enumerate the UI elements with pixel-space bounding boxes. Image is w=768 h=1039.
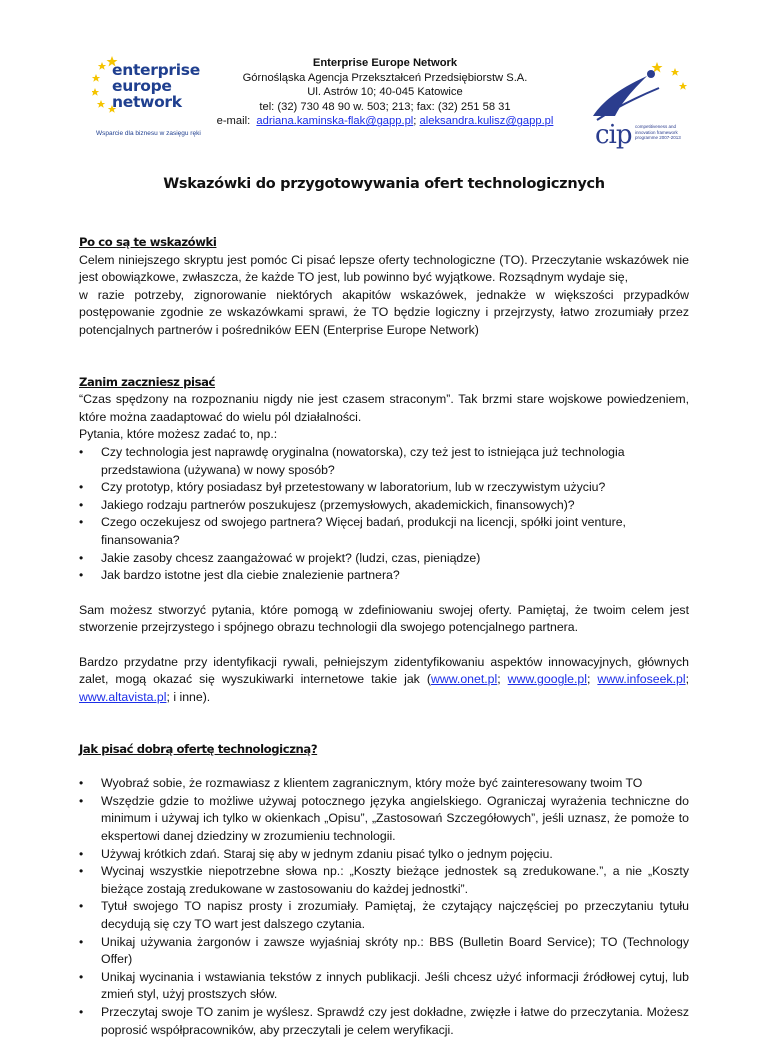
een-logo [92, 54, 202, 144]
search-text: Bardzo przydatne przy identyfikacji rywali, pełniejszym zidentyfikowaniu aspektów innowacyjnych, głównych zalet, mogą okazać się wyszukiwarki internetowe takie jak ( [79, 654, 689, 687]
email-line [215, 114, 555, 129]
section-heading-how-to-write: Jak pisać dobrą ofertę technologiczną? [79, 741, 318, 756]
link-altavista[interactable]: www.altavista.pl [79, 690, 167, 705]
link-google[interactable]: www.google.pl [507, 672, 587, 687]
list-item: • Czy technologia jest naprawdę oryginalna (nowatorska), czy też jest to istniejąca już technologia przedstawiona (używana) w nowy sposób? [101, 444, 689, 479]
section-heading-purpose: Po co są te wskazówki [79, 235, 217, 249]
list-item: • Unikaj używania żargonów i zawsze wyjaśniaj skróty np.: BBS (Bulletin Board Service); TO (Technology Offer) [101, 934, 689, 969]
een-logo-line: enterprise [112, 61, 200, 79]
cip-logo [585, 58, 695, 154]
list-item: • Wycinaj wszystkie niepotrzebne słowa np.: „Koszty bieżące jednostek są zredukowane.”, a nie „Koszty bieżące zostają zredukowane w zastosowaniu do każdej jednostki”. [101, 863, 689, 898]
list-item: • Czego oczekujesz od swojego partnera? Więcej badań, produkcji na licencji, spółki joint venture, finansowania? [101, 514, 689, 549]
document-title: Wskazówki do przygotowywania ofert technologicznych [163, 176, 605, 192]
address: Ul. Astrów 10; 40-045 Katowice [307, 86, 463, 99]
org-name: Enterprise Europe Network [312, 57, 458, 69]
document-body [79, 234, 689, 1039]
een-tagline: Wsparcie dla biznesu w zasięgu ręki [96, 130, 201, 137]
search-tail: ; i inne). [166, 690, 211, 705]
contact-block [215, 56, 555, 129]
org-line2: Górnośląska Agencja Przekształceń Przedsiębiorstw S.A. [242, 71, 528, 84]
list-item: • Unikaj wycinania i wstawiania tekstów z innych publikacji. Jeśli chcesz użyć informacji źródłowej cytuj, lub zmień styl, użyj prostszych słów. [101, 969, 689, 1004]
paragraph: w razie potrzeby, zignorowanie niektórych akapitów wskazówek, jednakże w większości przypadków postępowanie zgodnie ze wskazówkami sprawi, że TO będzie logiczny i przejrzysty, łatwo zrozumiały przez potencjalnych partnerów i pośredników EEN (Enterprise Europe Network) [79, 287, 689, 337]
search-engines-paragraph: Bardzo przydatne przy identyfikacji rywali, pełniejszym zidentyfikowaniu aspektów innowacyjnych, głównych zalet, mogą okazać się wyszukiwarki internetowe takie jak (www.onet.pl; www.google.pl; www.infoseek.pl; www.altavista.pl; i inne). [79, 654, 689, 705]
paragraph: Sam możesz stworzyć pytania, które pomogą w zdefiniowaniu swojej oferty. Pamiętaj, że twoim celem jest stworzenie przejrzystego i spójnego obrazu technologii dla swojego potencjalnego partnera. [79, 602, 689, 635]
section-heading-before-writing: Zanim zaczniesz pisać [79, 374, 216, 389]
list-item: • Wszędzie gdzie to możliwe używaj potocznego języka angielskiego. Ograniczaj wyrażenia techniczne do minimum i używaj ich tylko w okienkach „Opisu”, „Zastosowań Szczegółowych”, jeśli uznasz, że pomoże to ekspertowi danej dziedziny w zrozumieniu technologii. [101, 793, 689, 846]
cip-logo-text: cip [595, 120, 632, 150]
list-item: • Wyobraź sobie, że rozmawiasz z klientem zagranicznym, który może być zainteresowany twoim TO [101, 775, 689, 793]
list-item: • Jakiego rodzaju partnerów poszukujesz (przemysłowych, akademickich, finansowych)? [101, 497, 689, 515]
list-item: • Jakie zasoby chcesz zaangażować w projekt? (ludzi, czas, pieniądze) [101, 550, 689, 568]
email-link-2[interactable]: aleksandra.kulisz@gapp.pl [419, 115, 554, 128]
email-separator: ; [413, 115, 420, 128]
list-item: • Używaj krótkich zdań. Staraj się aby w jednym zdaniu pisać tylko o jednym pojęciu. [101, 846, 689, 864]
een-logo-line: network [112, 93, 182, 111]
question-list [79, 444, 689, 585]
tips-list [79, 775, 689, 1039]
email-prefix: e-mail: [216, 115, 257, 128]
cip-logo-desc: competitiveness and innovation framework programme 2007-2013 [635, 124, 681, 140]
paragraph: Celem niniejszego skryptu jest pomóc Ci pisać lepsze oferty technologiczne (TO). Przeczytanie wskazówek nie jest obowiązkowe, zwłaszcza, że każde TO jest, lub powinno być wyjątkowe. Rozsądnym wydaje się, [79, 252, 689, 285]
paragraph: Pytania, które możesz zadać to, np.: [79, 427, 278, 442]
paragraph: “Czas spędzony na rozpoznaniu nigdy nie jest czasem straconym”. Tak brzmi stare wojskowe powiedzeniem, które można zaadaptować do wielu pól działalności. [79, 392, 689, 424]
list-item: • Przeczytaj swoje TO zanim je wyślesz. Sprawdź czy jest dokładne, zwięzłe i łatwe do przeczytania. Możesz poprosić współpracowników, aby przeczytali je celem weryfikacji. [101, 1004, 689, 1039]
email-link-1[interactable]: adriana.kaminska-flak@gapp.pl [256, 115, 414, 128]
list-item: • Tytuł swojego TO napisz prosty i zrozumiały. Pamiętaj, że czytający najczęściej po przeczytaniu tytułu decydują się czy TO wart jest dalszego czytania. [101, 898, 689, 933]
een-logo-line: europe [112, 77, 172, 95]
list-item: • Czy prototyp, który posiadasz był przetestowany w laboratorium, lub w rzeczywistym użyciu? [101, 479, 689, 497]
phone: tel: (32) 730 48 90 w. 503; 213; fax: (32) 251 58 31 [259, 100, 511, 113]
link-onet[interactable]: www.onet.pl [430, 672, 498, 687]
link-infoseek[interactable]: www.infoseek.pl [597, 672, 686, 687]
list-item: • Jak bardzo istotne jest dla ciebie znalezienie partnera? [101, 567, 689, 585]
